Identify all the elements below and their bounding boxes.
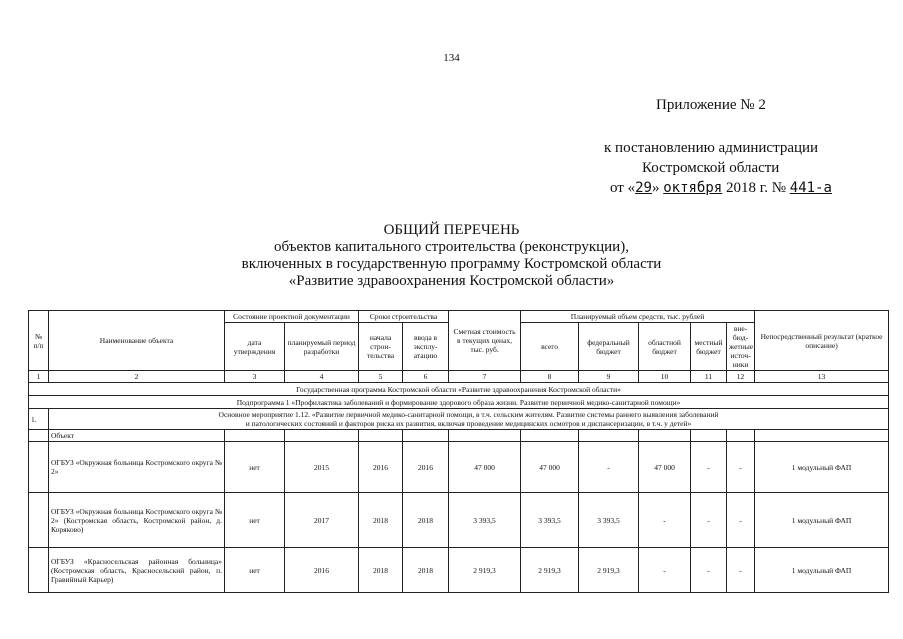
- federal: 3 393,5: [579, 493, 639, 548]
- object-name: ОГБУЗ «Красносельская районная больница» (Костромская область, Красносельский район, п. Гравийный Карьер): [49, 548, 225, 593]
- table-row: [29, 548, 889, 593]
- header-name: Наименование объекта: [49, 311, 225, 371]
- column-number: 10: [639, 371, 691, 383]
- header-funding: Планируемый объем средств, тыс. рублей: [521, 311, 755, 323]
- planned-period: 2016: [285, 548, 359, 593]
- object-name: ОГБУЗ «Окружная больница Костромского округа № 2»: [49, 442, 225, 493]
- empty-cell: [579, 430, 639, 442]
- header-row-1: [29, 311, 889, 323]
- object-label: Объект: [49, 430, 225, 442]
- header-extra: вне-бюд-жетные источ-ники: [727, 323, 755, 371]
- header-construction-start: начала строи-тельства: [359, 323, 403, 371]
- column-number: 11: [691, 371, 727, 383]
- decree-date-prefix: от «: [610, 180, 636, 196]
- header-estimate: Сметная стоимость в текущих ценах, тыс. руб.: [449, 311, 521, 371]
- extra: -: [727, 493, 755, 548]
- column-number: 1: [29, 371, 49, 383]
- local: -: [691, 548, 727, 593]
- estimate: 2 919,3: [449, 548, 521, 593]
- header-commissioning: ввода в эксплу-атацию: [403, 323, 449, 371]
- total: 3 393,5: [521, 493, 579, 548]
- decree-reference: [560, 138, 880, 198]
- column-number: 12: [727, 371, 755, 383]
- extra: -: [727, 442, 755, 493]
- decree-month: октября: [663, 180, 723, 196]
- empty-cell: [29, 493, 49, 548]
- total: 47 000: [521, 442, 579, 493]
- commissioning: 2018: [403, 548, 449, 593]
- header-construction-terms: Сроки строительства: [359, 311, 449, 323]
- header-approval-date: дата утверждения: [225, 323, 285, 371]
- measure-line-1: Основное мероприятие 1.12. «Развитие первичной медико-санитарной помощи, в т.ч. сельским жителям. Развитие системы раннего выявления заболеваний: [218, 410, 719, 419]
- table-row: [29, 493, 889, 548]
- estimate: 3 393,5: [449, 493, 521, 548]
- estimate: 47 000: [449, 442, 521, 493]
- column-number: 9: [579, 371, 639, 383]
- empty-cell: [639, 430, 691, 442]
- decree-line-3: [560, 178, 880, 198]
- program-title: Государственная программа Костромской области «Развитие здравоохранения Костромской области»: [29, 383, 889, 396]
- measure-title: [49, 409, 889, 430]
- result: 1 модульный ФАП: [755, 442, 889, 493]
- column-number: 3: [225, 371, 285, 383]
- empty-cell: [755, 430, 889, 442]
- column-number: 5: [359, 371, 403, 383]
- empty-cell: [521, 430, 579, 442]
- decree-line-2: Костромской области: [642, 160, 780, 176]
- construction-start: 2018: [359, 493, 403, 548]
- empty-cell: [691, 430, 727, 442]
- planned-period: 2017: [285, 493, 359, 548]
- title-line-4: «Развитие здравоохранения Костромской области»: [288, 273, 615, 289]
- decree-date-mid: »: [651, 180, 660, 196]
- empty-cell: [727, 430, 755, 442]
- construction-start: 2018: [359, 548, 403, 593]
- title-line-3: включенных в государственную программу Костромской области: [241, 256, 662, 272]
- header-result: Непосредственный результат (краткое описание): [755, 311, 889, 371]
- object-name: ОГБУЗ «Окружная больница Костромского округа № 2» (Костромская область, Костромской район, д. Коряково): [49, 493, 225, 548]
- empty-cell: [359, 430, 403, 442]
- total: 2 919,3: [521, 548, 579, 593]
- commissioning: 2016: [403, 442, 449, 493]
- header-num: № п/п: [29, 311, 49, 371]
- annex-title: Приложение № 2: [656, 97, 766, 113]
- construction-start: 2016: [359, 442, 403, 493]
- header-design-state: Состояние проектной документации: [225, 311, 359, 323]
- column-number: 13: [755, 371, 889, 383]
- approval-date: нет: [225, 493, 285, 548]
- table-row: [29, 442, 889, 493]
- column-number: 2: [49, 371, 225, 383]
- column-numbers-row: [29, 371, 889, 383]
- regional: 47 000: [639, 442, 691, 493]
- subprogram-row: [29, 396, 889, 409]
- column-number: 7: [449, 371, 521, 383]
- regional: -: [639, 493, 691, 548]
- header-planned-period: планируемый период разработки: [285, 323, 359, 371]
- decree-number: 441-а: [789, 180, 832, 196]
- empty-cell: [403, 430, 449, 442]
- regional: -: [639, 548, 691, 593]
- column-number: 4: [285, 371, 359, 383]
- decree-year: 2018 г. №: [725, 180, 787, 196]
- empty-cell: [285, 430, 359, 442]
- header-federal: федеральный бюджет: [579, 323, 639, 371]
- program-row: [29, 383, 889, 396]
- empty-cell: [29, 548, 49, 593]
- title-line-1: ОБЩИЙ ПЕРЕЧЕНЬ: [383, 222, 520, 238]
- empty-cell: [29, 442, 49, 493]
- planned-period: 2015: [285, 442, 359, 493]
- approval-date: нет: [225, 548, 285, 593]
- measure-num: 1.: [29, 409, 49, 430]
- subprogram-title: Подпрограмма 1 «Профилактика заболеваний и формирование здорового образа жизни. Развитие первичной медико-санитарной помощи»: [29, 396, 889, 409]
- measure-row: [29, 409, 889, 430]
- header-total: всего: [521, 323, 579, 371]
- commissioning: 2018: [403, 493, 449, 548]
- column-number: 8: [521, 371, 579, 383]
- column-number: 6: [403, 371, 449, 383]
- objects-table: [28, 310, 889, 593]
- result: 1 модульный ФАП: [755, 493, 889, 548]
- empty-cell: [225, 430, 285, 442]
- result: 1 модульный ФАП: [755, 548, 889, 593]
- title-line-2: объектов капитального строительства (реконструкции),: [274, 239, 629, 255]
- empty-cell: [29, 430, 49, 442]
- local: -: [691, 493, 727, 548]
- extra: -: [727, 548, 755, 593]
- page-number: 134: [443, 52, 460, 64]
- measure-line-2: и патологических состояний и факторов риска их развития, включая проведение медицинских осмотров и диспансеризации, в т.ч. у детей»: [245, 419, 692, 428]
- federal: 2 919,3: [579, 548, 639, 593]
- approval-date: нет: [225, 442, 285, 493]
- header-regional: областной бюджет: [639, 323, 691, 371]
- header-local: местный бюджет: [691, 323, 727, 371]
- empty-cell: [449, 430, 521, 442]
- federal: -: [579, 442, 639, 493]
- decree-line-1: к постановлению администрации: [604, 140, 819, 156]
- local: -: [691, 442, 727, 493]
- decree-day: 29: [635, 180, 652, 196]
- object-label-row: [29, 430, 889, 442]
- document-title: [0, 222, 903, 290]
